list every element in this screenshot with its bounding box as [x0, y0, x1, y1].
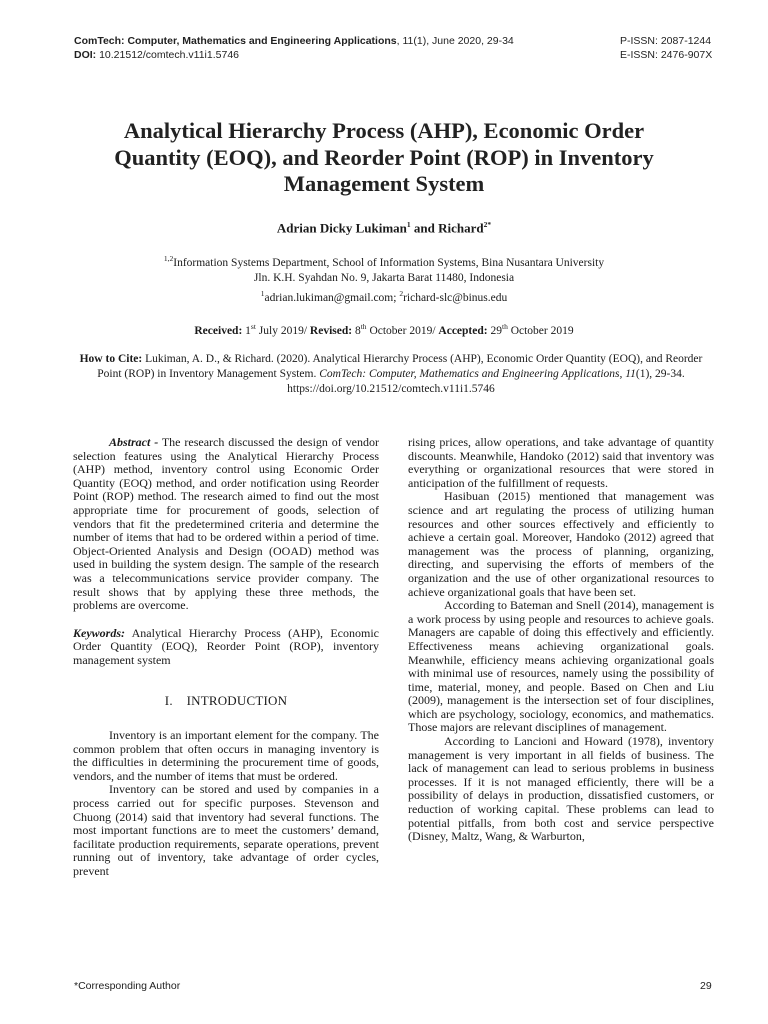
right-column	[408, 436, 714, 844]
received-rest: July 2019/	[255, 324, 310, 337]
revised-day: 8	[352, 324, 361, 337]
doi-label: DOI:	[74, 49, 97, 61]
title-line-3: Management System	[283, 171, 485, 196]
email-2-sup: 2	[399, 288, 404, 298]
author-1-sup: 1	[406, 220, 411, 229]
received-label: Received:	[194, 324, 243, 337]
e-issn: E-ISSN: 2476-907X	[620, 49, 713, 61]
cite-text: Lukiman, A. D., & Richard. (2020). Analytical Hierarchy Process (AHP), Economic Order Quantity (EOQ), and Reorder Point (ROP) in Inventory Management System.	[97, 353, 703, 380]
intro-paragraph-1: Inventory is an important element for the company. The common problem that often occurs in managing inventory is the difficulties in determining the procurement time of goods, vendors, and the number of items that must be ordered.	[73, 728, 379, 783]
received-day: 1	[242, 324, 251, 337]
left-column	[73, 436, 379, 879]
intro-paragraph-6: According to Lancioni and Howard (1978), inventory management is very important in all fields of business. The lack of management can lead to serious problems in business processes. If it is not managed efficiently, there will be a possibility of delays in production, dissatisfied customers, or reduction of working capital. These problems can lead to potential pitfalls, from both cost and service perspective (Disney, Maltz, Wang, & Warburton,	[408, 734, 714, 844]
accepted-day: 29	[487, 324, 502, 337]
accepted-rest: October 2019	[507, 324, 574, 337]
accepted-sup: th	[501, 322, 508, 331]
section-heading-introduction: I. INTRODUCTION	[164, 692, 288, 708]
intro-paragraph-3: rising prices, allow operations, and take advantage of quantity discounts. Meanwhile, Handoko (2012) said that inventory was everything or organizational resources that were stored in anticipation of the fulfillment of requests.	[408, 435, 714, 490]
p-issn: P-ISSN: 2087-1244	[620, 35, 712, 47]
author-2-sup: 2*	[483, 220, 492, 229]
paper-title	[60, 118, 708, 198]
abstract-text: The research discussed the design of vendor selection features using the Analytical Hierarchy Process (AHP) method, inventory control using Economic Order Quantity (EOQ) method, and order notification using Reorder Point (ROP) method. The research aimed to find out the most appropriate time for procurement of goods, selection of vendors that fit the predetermined criteria and determine the number of items that had to be ordered within a period of time. Object-Oriented Analysis and Design (OOAD) method was used in building the system design. The sample of the research was a telecommunications service provider company. The result shows that by applying these three methods, the problems are overcome.	[73, 435, 379, 613]
affiliation-sup: 1,2	[163, 254, 174, 263]
cite-rest: (1), 29-34. https://doi.org/10.21512/comtech.v11i1.5746	[287, 368, 685, 395]
affiliation	[0, 251, 768, 306]
running-header-right	[620, 34, 712, 62]
corresponding-author-note: *Corresponding Author	[74, 980, 181, 992]
running-header-left	[74, 34, 514, 62]
keywords	[73, 627, 379, 668]
email-1[interactable]: adrian.lukiman@gmail.com;	[264, 291, 400, 304]
author-1: Adrian Dicky Lukiman	[276, 220, 407, 236]
keywords-label: Keywords:	[73, 625, 125, 640]
cite-label: How to Cite:	[79, 353, 143, 365]
submission-dates	[0, 322, 768, 337]
author-list	[0, 220, 768, 236]
title-line-1: Analytical Hierarchy Process (AHP), Economic Order	[123, 118, 645, 143]
intro-paragraph-4: Hasibuan (2015) mentioned that management was science and art regulating the process of utilizing human resources and other sources effectively and efficiently to achieve a certain goal. Moreover, Handoko (2012) agreed that management was the process of planning, organizing, directing, and supervising the efforts of members of the organization and the use of other organizational resources to achieve organizational goals that have been set.	[408, 489, 714, 599]
journal-name: ComTech: Computer, Mathematics and Engineering Applications	[74, 35, 397, 47]
title-line-2: Quantity (EOQ), and Reorder Point (ROP) in Inventory	[114, 144, 654, 170]
affiliation-department: Information Systems Department, School of Information Systems, Bina Nusantara University	[173, 256, 605, 269]
received-sup: st	[250, 322, 256, 331]
doi-link[interactable]: 10.21512/comtech.v11i1.5746	[96, 49, 239, 61]
journal-issue: , 11(1), June 2020, 29-34	[396, 35, 514, 47]
revised-sup: th	[360, 322, 367, 331]
email-1-sup: 1	[260, 288, 265, 298]
author-2: and Richard	[410, 220, 484, 236]
intro-paragraph-5: According to Bateman and Snell (2014), management is a work process by using people and resources to achieve goals. Managers are capable of doing this effectively and efficiently. Effectiveness means achieving organizational goals. Meanwhile, efficiency means achieving organizational goals with minimal use of resources, namely using the possibility of time, material, money, and people. Based on Chen and Liu (2009), management is the intersection set of four disciplines, which are psychology, sociology, economics, and mathematics. Those majors are relevant disciplines of management.	[408, 598, 714, 735]
accepted-label: Accepted:	[438, 324, 488, 337]
page-number: 29	[700, 980, 712, 992]
keywords-text: Analytical Hierarchy Process (AHP), Economic Order Quantity (EOQ), Reorder Point (ROP), inventory management system	[73, 625, 379, 667]
abstract-label: Abstract -	[109, 435, 159, 449]
abstract	[73, 436, 379, 613]
revised-label: Revised:	[309, 324, 353, 337]
how-to-cite	[76, 352, 706, 397]
revised-rest: October 2019/	[366, 324, 439, 337]
email-2[interactable]: richard-slc@binus.edu	[403, 291, 508, 304]
affiliation-address: Jln. K.H. Syahdan No. 9, Jakarta Barat 11480, Indonesia	[253, 271, 515, 284]
cite-journal: ComTech: Computer, Mathematics and Engineering Applications, 11	[319, 368, 636, 380]
intro-paragraph-2: Inventory can be stored and used by companies in a process carried out for specific purposes. Stevenson and Chuong (2014) said that inventory had several functions. The most important functions are to meet the customers’ demand, facilitate production requirements, separate operations, prevent running out of inventory, take advantage of order cycles, prevent	[73, 782, 379, 879]
